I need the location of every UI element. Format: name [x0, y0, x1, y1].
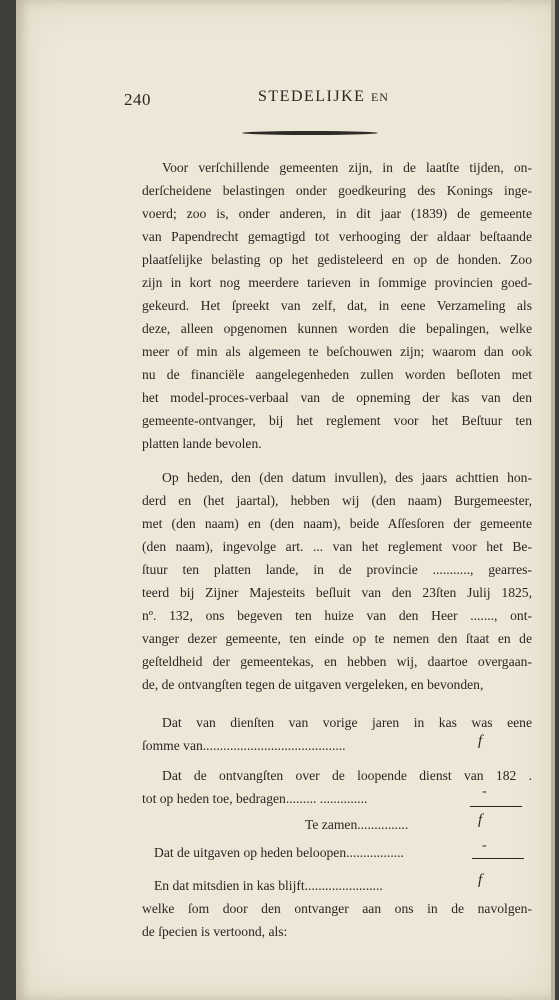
statement-item2-line2: tot op heden toe, bedragen......... .............. [142, 791, 368, 806]
statement-item3-amount: - [482, 838, 487, 853]
statement-item1-amount: f [478, 733, 483, 749]
page-number: 240 [124, 90, 151, 109]
header-rule [242, 131, 378, 135]
statement-balance-amount: f [478, 872, 483, 888]
paragraph1-line: het model-proces-verbaal van de opneming der kas van den [142, 390, 532, 405]
paragraph2-line: Op heden, den (den datum invullen), des jaars achttien hon- [162, 470, 532, 485]
statement-closing-line1: welke ſom door den ontvanger aan ons in de navolgen- [142, 901, 532, 916]
statement-item2-amount: - [482, 784, 487, 799]
paragraph2-line: teerd bij Zijner Majesteits beſluit van den 23ſten Julij 1825, [142, 585, 532, 600]
paragraph1-line: voerd; zoo is, onder anderen, in dit jaar (1839) de gemeente [142, 206, 532, 221]
statement-item1-line2: ſomme van.......................................... [142, 738, 346, 753]
page-edge [551, 0, 555, 1000]
paragraph1-line: platten lande bevolen. [142, 436, 262, 451]
paragraph2-line: ſtuur ten platten lande, in de provincie ..........., gearres- [142, 562, 532, 577]
paragraph1-line: deze, alleen opgenomen kunnen worden die bepalingen, welke [142, 321, 532, 336]
paragraph2-line: de, de ontvangſten tegen de uitgaven vergeleken, en bevonden, [142, 677, 484, 692]
statement-closing-line2: de ſpecien is vertoond, als: [142, 924, 288, 939]
paragraph1-line: derſcheidene belastingen onder goedkeuring des Konings inge- [142, 183, 532, 198]
paragraph1-line: gekeurd. Het ſpreekt van zelf, dat, in eene Verzameling als [142, 298, 532, 313]
paragraph1-line: meer of min als algemeen te beſchouwen zijn; waarom dan ook [142, 344, 532, 359]
difference-rule [472, 858, 524, 859]
paragraph2-line: vanger dezer gemeente, ten einde op te nemen den ſtaat en de [142, 631, 532, 646]
paragraph1-line: Voor verſchillende gemeenten zijn, in de laatſte tijden, on- [162, 160, 532, 175]
sum-rule [470, 806, 522, 807]
paragraph2-line: geſteldheid der gemeentekas, en hebben wij, daartoe overgaan- [142, 654, 532, 669]
paragraph1-line: nu de financiële aangelegenheden zullen worden beſloten met [142, 367, 532, 382]
statement-item3-line: Dat de uitgaven op heden beloopen................. [154, 845, 404, 860]
statement-item1-line1: Dat van dienſten van vorige jaren in kas was eene [162, 715, 532, 730]
running-head-small: EN [370, 90, 389, 104]
paragraph2-line: nº. 132, ons begeven ten huize van den Heer ......., ont- [142, 608, 532, 623]
statement-item2-line1: Dat de ontvangſten over de loopende dienst van 182 . [162, 768, 532, 783]
paragraph1-line: zijn in kort nog meerdere tarieven in ſommige provincien goed- [142, 275, 532, 290]
statement-balance-line: En dat mitsdien in kas blijft....................... [154, 878, 383, 893]
paragraph2-line: (den naam), ingevolge art. ... van het reglement voor het Be- [142, 539, 532, 554]
running-head-main: STEDELIJKE [258, 88, 366, 105]
paragraph1-line: gemeente-ontvanger, bij het reglement voor het Beſtuur ten [142, 413, 532, 428]
paragraph2-line: derd en (het jaartal), hebben wij (den naam) Burgemeester, [142, 493, 532, 508]
book-page [16, 0, 555, 1000]
paragraph1-line: plaatſelijke belasting op het gedisteleerd en op de honden. Zoo [142, 252, 532, 267]
paragraph2-line: met (den naam) en (den naam), beide Aſſesſoren der gemeente [142, 516, 532, 531]
paragraph1-line: van Papendrecht gemagtigd tot verhooging der aldaar beſtaande [142, 229, 532, 244]
statement-total-amount: f [478, 812, 483, 828]
statement-total-label: Te zamen............... [305, 817, 409, 832]
running-head [258, 88, 389, 106]
